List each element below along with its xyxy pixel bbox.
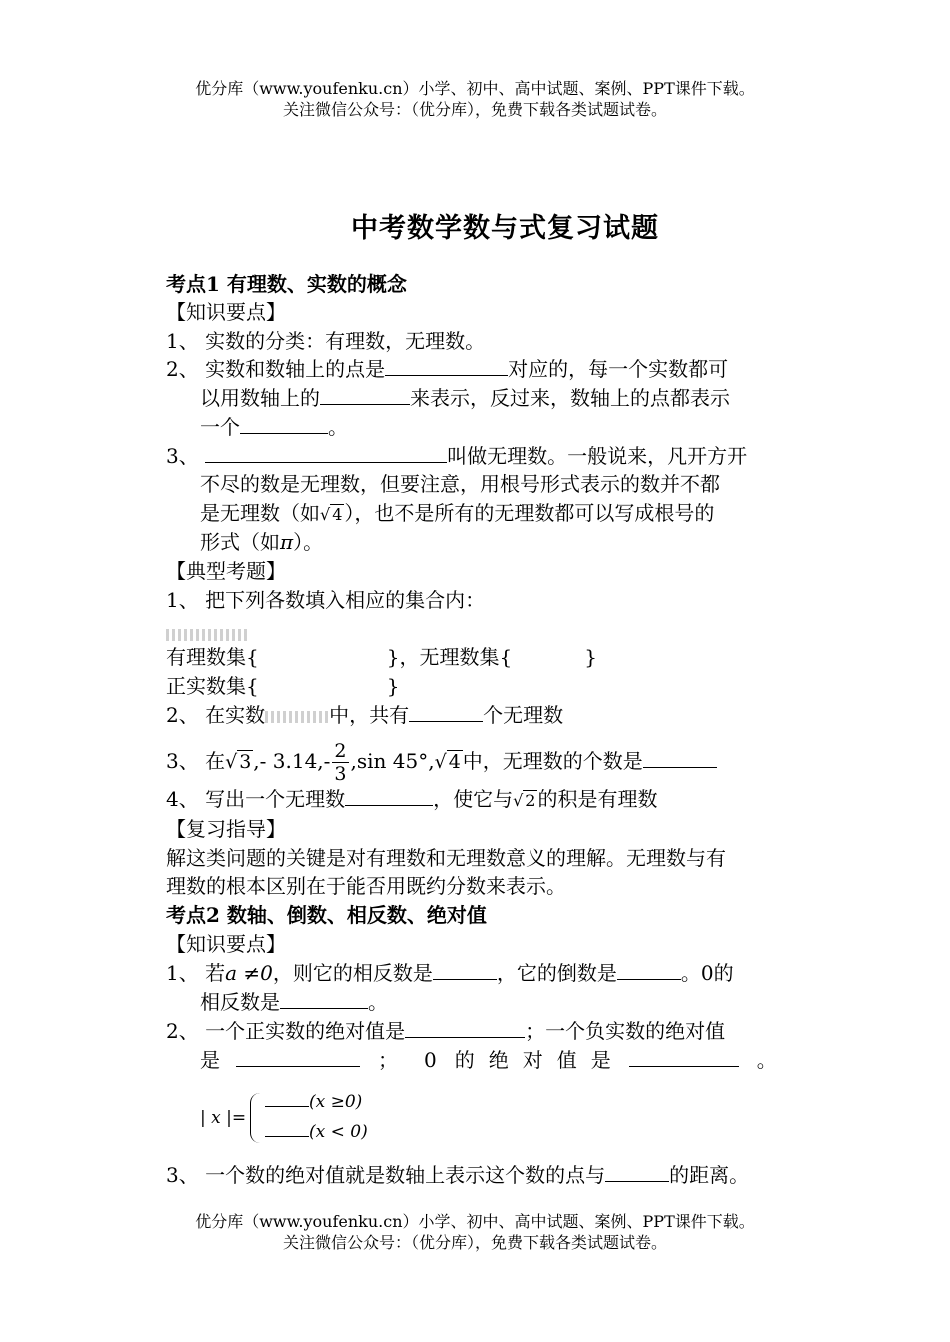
footer-line-2: 关注微信公众号：（优分库），免费下载各类试题试卷。	[282, 1233, 667, 1252]
section1-knowledge-label: 【知识要点】	[166, 300, 286, 324]
blank	[405, 1019, 525, 1038]
section2-knowledge-label: 【知识要点】	[166, 932, 286, 956]
blank	[409, 703, 483, 722]
s2-knowledge-2a: 2、 一个正实数的绝对值是 ；一个负实数的绝对值	[166, 1019, 726, 1043]
abs-case-2: (x < 0)	[265, 1121, 368, 1143]
page-header	[0, 78, 950, 120]
blank	[643, 749, 717, 768]
document-title: 中考数学数与式复习试题	[351, 213, 659, 244]
blank	[385, 357, 508, 376]
s1-question-4: 4、 写出一个无理数 ，使它与√ 2 的积是有理数	[166, 787, 658, 811]
s1-knowledge-2c: 一个 。	[200, 415, 348, 439]
abs-brace	[250, 1093, 263, 1143]
blank	[236, 1048, 360, 1067]
s1-typical-label: 【典型考题】	[166, 559, 286, 583]
blank	[345, 787, 433, 806]
s1-knowledge-3c: 是无理数（如√ 4 ），也不是所有的无理数都可以写成根号的	[200, 499, 714, 529]
s1-review-2: 理数的根本区别在于能否用既约分数来表示。	[166, 874, 566, 898]
s1-knowledge-3b: 不尽的数是无理数，但要注意，用根号形式表示的数并不都	[200, 472, 720, 496]
s2-knowledge-1b: 相反数是 。	[200, 990, 388, 1014]
s1-question-1: 1、 把下列各数填入相应的集合内：	[166, 588, 486, 612]
section2-heading: 考点2 数轴、倒数、相反数、绝对值	[166, 903, 487, 927]
s2-knowledge-1a: 1、 若a ≠0，则它的相反数是 ，它的倒数是 。0的	[166, 961, 734, 985]
s1-review-label: 【复习指导】	[166, 817, 286, 841]
fraction-two-thirds: $\frac{2}{3}$	[334, 740, 347, 785]
blank	[320, 386, 410, 405]
s1-knowledge-1: 1、 实数的分类：有理数，无理数。	[166, 329, 486, 353]
s1-set-row-2: 正实数集{ }	[166, 674, 400, 698]
abs-case-1: (x ≥0)	[265, 1091, 362, 1113]
blank	[280, 990, 368, 1009]
s1-knowledge-2b: 以用数轴上的 来表示，反过来，数轴上的点都表示	[200, 386, 730, 410]
s2-knowledge-3: 3、 一个数的绝对值就是数轴上表示这个数的点与 的距离。	[166, 1163, 750, 1187]
blank	[433, 961, 497, 980]
s1-set-row-1: 有理数集{ }，无理数集{ }	[166, 645, 597, 669]
s1-knowledge-3a: 3、 叫做无理数。一般说来，凡开方开	[166, 444, 748, 468]
blank	[240, 415, 328, 434]
page-footer	[0, 1211, 950, 1253]
footer-line-1: 优分库（www.youfenku.cn）小学、初中、高中试题、案例、PPT课件下载。	[195, 1212, 755, 1231]
sqrt-4: √ 4	[320, 505, 343, 524]
s1-knowledge-2a: 2、 实数和数轴上的点是 对应的，每一个实数都可	[166, 357, 729, 381]
blank	[629, 1048, 739, 1067]
s1-review-1: 解这类问题的关键是对有理数和无理数意义的理解。无理数与有	[166, 846, 726, 870]
blank	[617, 961, 681, 980]
s1-question-3: 3、 在√ 3 ,- 3.14,- $\frac{2}{3}$ ,sin 45°,√ 4 中，无理数的个数是	[166, 740, 717, 785]
s2-knowledge-2b: 是 ； 0 的 绝 对 值 是 。	[200, 1048, 777, 1072]
header-line-2: 关注微信公众号：（优分库），免费下载各类试题试卷。	[282, 100, 667, 119]
abs-lhs: | x |=	[200, 1108, 247, 1128]
section1-heading: 考点1 有理数、实数的概念	[166, 272, 407, 296]
blank	[205, 444, 447, 463]
s1-question-2: 2、 在实数 中，共有 个无理数	[166, 703, 564, 727]
header-line-1: 优分库（www.youfenku.cn）小学、初中、高中试题、案例、PPT课件下载。	[195, 79, 755, 98]
s1-knowledge-3d: 形式（如π）。	[200, 530, 324, 554]
blank	[605, 1163, 669, 1182]
